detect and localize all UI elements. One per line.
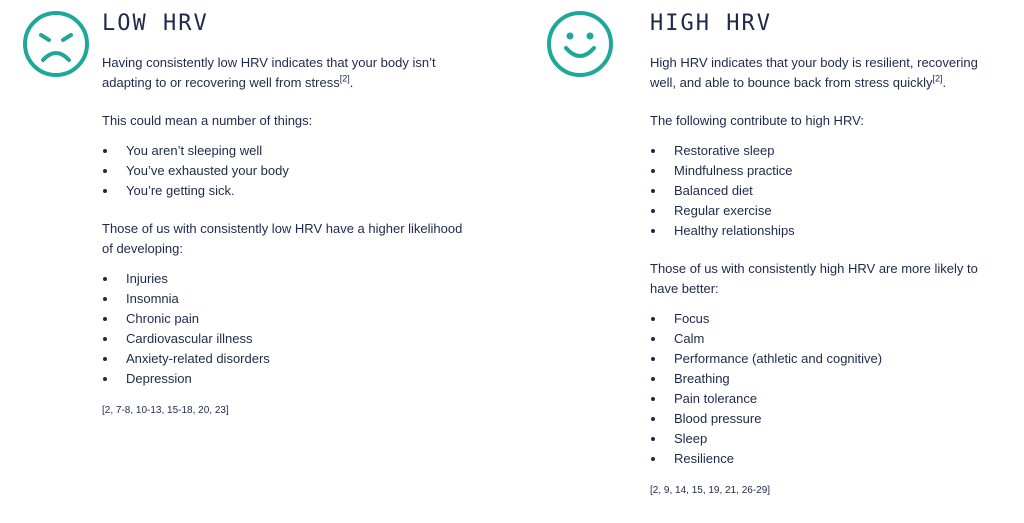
list-item: Calm	[650, 329, 1000, 349]
low-hrv-content	[102, 10, 472, 418]
list-item: Insomnia	[102, 289, 472, 309]
sad-face-icon	[22, 10, 90, 78]
low-hrv-intro-text: Having consistently low HRV indicates that your body isn’t adapting to or recovering well from stress	[102, 55, 436, 90]
low-hrv-mean-heading: This could mean a number of things:	[102, 113, 313, 128]
list-item: Blood pressure	[650, 409, 1000, 429]
high-hrv-better-list	[650, 309, 1000, 469]
list-item: Performance (athletic and cognitive)	[650, 349, 1000, 369]
low-hrv-mean-list	[102, 141, 472, 201]
high-hrv-intro	[650, 53, 1000, 93]
list-item: Mindfulness practice	[650, 161, 1000, 181]
list-item: Balanced diet	[650, 181, 1000, 201]
list-item: Focus	[650, 309, 1000, 329]
list-item: Restorative sleep	[650, 141, 1000, 161]
list-item: Pain tolerance	[650, 389, 1000, 409]
list-item: Healthy relationships	[650, 221, 1000, 241]
low-hrv-risk-list	[102, 269, 472, 389]
list-item: Resilience	[650, 449, 1000, 469]
high-hrv-contrib-list	[650, 141, 1000, 241]
low-hrv-intro-ref: [2]	[339, 73, 350, 84]
low-hrv-intro	[102, 53, 472, 93]
high-hrv-intro-text: High HRV indicates that your body is resilient, recovering well, and able to bounce back from stress quickly	[650, 55, 978, 90]
low-hrv-title: LOW HRV	[102, 11, 209, 36]
high-hrv-intro-ref: [2]	[932, 73, 943, 84]
high-hrv-title: HIGH HRV	[650, 11, 772, 36]
list-item: You’ve exhausted your body	[102, 161, 472, 181]
list-item: You aren’t sleeping well	[102, 141, 472, 161]
list-item: Cardiovascular illness	[102, 329, 472, 349]
list-item: Sleep	[650, 429, 1000, 449]
low-hrv-risk-heading: Those of us with consistently low HRV have a higher likelihood of developing:	[102, 221, 463, 256]
list-item: You’re getting sick.	[102, 181, 472, 201]
list-item: Chronic pain	[102, 309, 472, 329]
high-hrv-better-heading: Those of us with consistently high HRV are more likely to have better:	[650, 261, 978, 296]
low-hrv-references: [2, 7-8, 10-13, 15-18, 20, 23]	[102, 405, 229, 416]
list-item: Anxiety-related disorders	[102, 349, 472, 369]
high-hrv-intro-end: .	[942, 75, 947, 90]
list-item: Injuries	[102, 269, 472, 289]
high-hrv-contrib-heading: The following contribute to high HRV:	[650, 113, 864, 128]
high-hrv-references: [2, 9, 14, 15, 19, 21, 26-29]	[650, 485, 771, 496]
high-hrv-content	[650, 10, 1000, 498]
list-item: Depression	[102, 369, 472, 389]
low-hrv-intro-end: .	[349, 75, 354, 90]
list-item: Regular exercise	[650, 201, 1000, 221]
list-item: Breathing	[650, 369, 1000, 389]
happy-face-icon	[546, 10, 614, 78]
